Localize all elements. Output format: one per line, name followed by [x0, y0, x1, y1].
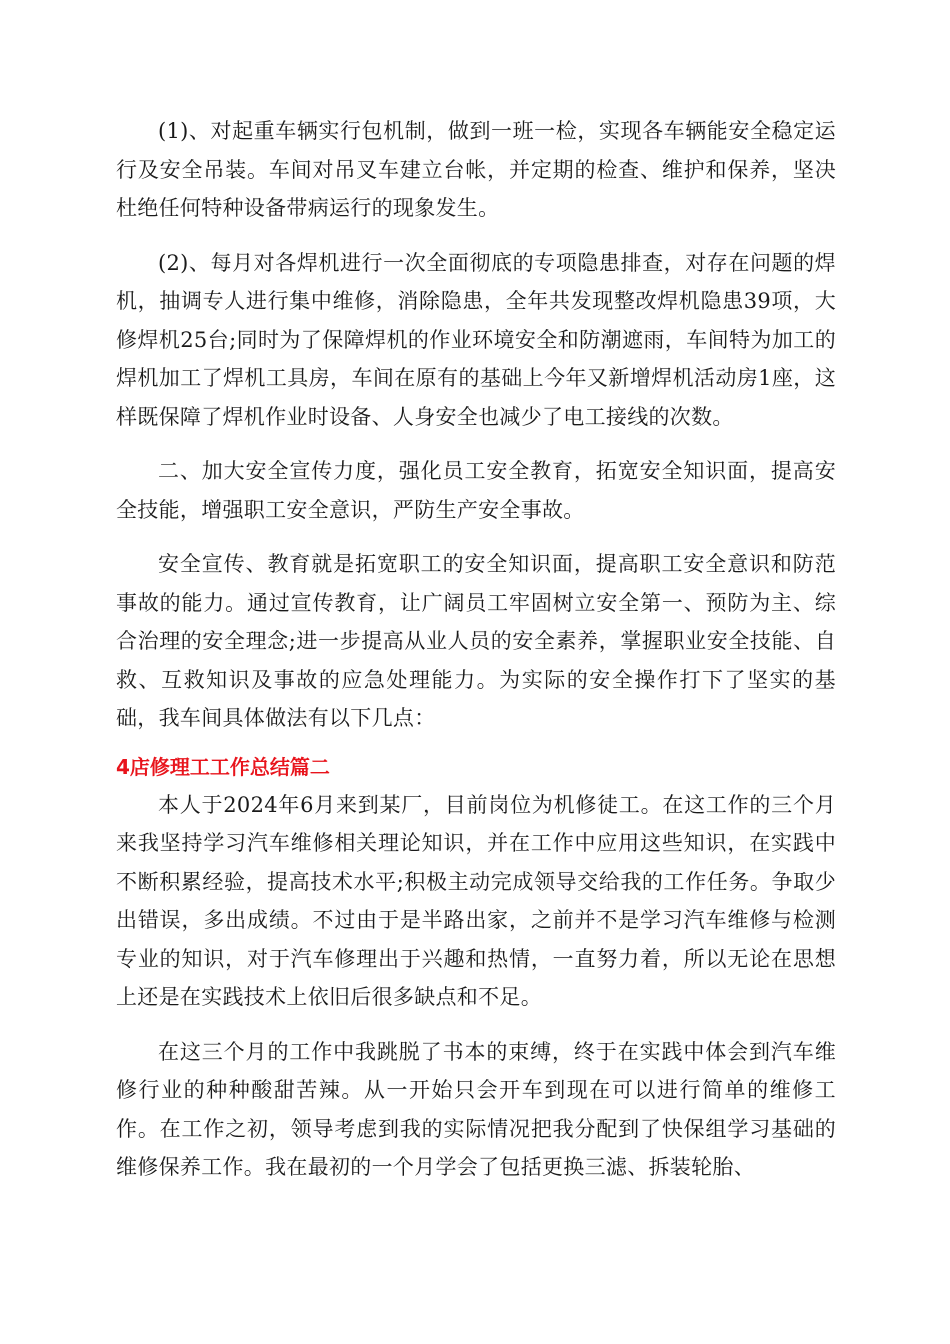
paragraph-introduction: 本人于2024年6月来到某厂，目前岗位为机修徒工。在这工作的三个月来我坚持学习汽车维修相关理论知识，并在工作中应用这些知识，在实践中不断积累经验，提高技术水平;积极主动完成领导交给我的工作任务。争取少出错误，多出成绩。不过由于是半路出家，之前并不是学习汽车维修与检测专业的知识，对于汽车修理出于兴趣和热情，一直努力着，所以无论在思想上还是在实践技术上依旧后很多缺点和不足。 [116, 792, 836, 1009]
paragraph-safety-education: 安全宣传、教育就是拓宽职工的安全知识面，提高职工安全意识和防范事故的能力。通过宣传教育，让广阔员工牢固树立安全第一、预防为主、综合治理的安全理念;进一步提高从业人员的安全素养，掌握职业安全技能、自救、互救知识及事故的应急处理能力。为实际的安全操作打下了坚实的基础，我车间具体做法有以下几点： [116, 552, 836, 730]
paragraph-safety-publicity: 二、加大安全宣传力度，强化员工安全教育，拓宽安全知识面，提高安全技能，增强职工安全意识，严防生产安全事故。 [116, 459, 836, 522]
document-body [116, 112, 836, 1187]
paragraph-crane-vehicles: (1)、对起重车辆实行包机制，做到一班一检，实现各车辆能安全稳定运行及安全吊装。车间对吊叉车建立台帐，并定期的检查、维护和保养，坚决杜绝任何特种设备带病运行的现象发生。 [116, 119, 836, 220]
section-heading: 4店修理工工作总结篇二 [116, 754, 330, 779]
paragraph-welders: (2)、每月对各焊机进行一次全面彻底的专项隐患排查，对存在问题的焊机，抽调专人进行集中维修，消除隐患，全年共发现整改焊机隐患39项，大修焊机25台;同时为了保障焊机的作业环境安全和防潮遮雨，车间特为加工的焊机加工了焊机工具房，车间在原有的基础上今年又新增焊机活动房1座，这样既保障了焊机作业时设备、人身安全也减少了电工接线的次数。 [116, 250, 836, 429]
paragraph-three-months: 在这三个月的工作中我跳脱了书本的束缚，终于在实践中体会到汽车维修行业的种种酸甜苦辣。从一开始只会开车到现在可以进行简单的维修工作。在工作之初，领导考虑到我的实际情况把我分配到了快保组学习基础的维修保养工作。我在最初的一个月学会了包括更换三滤、拆装轮胎、 [116, 1039, 836, 1179]
